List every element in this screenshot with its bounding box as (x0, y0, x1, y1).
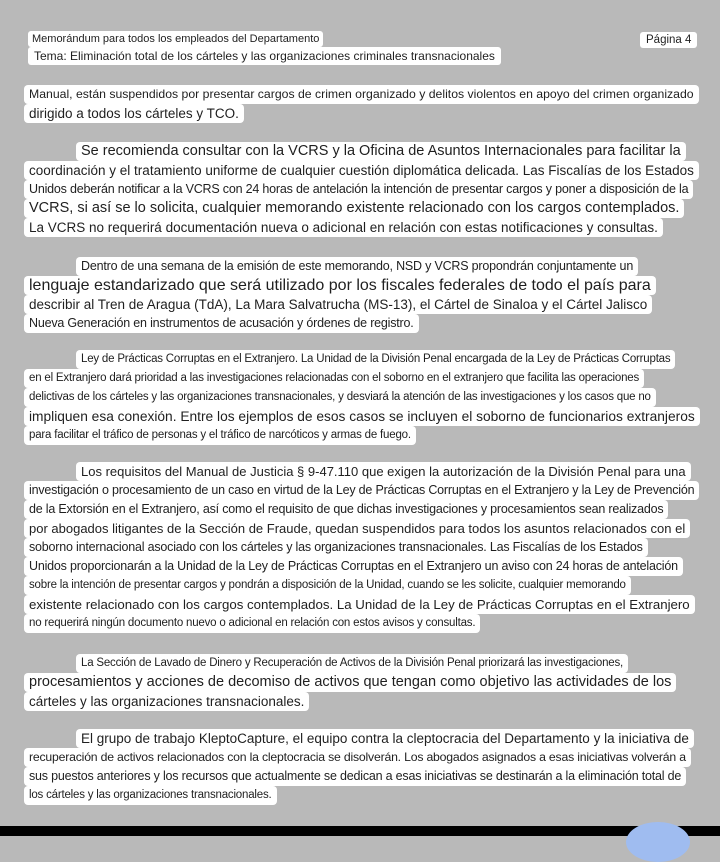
text-line: cárteles y las organizaciones transnacionales. (24, 692, 309, 711)
text-line: soborno internacional asociado con los cárteles y las organizaciones transnacionales. Las Fiscalías de los Estados (24, 538, 648, 557)
text-line: El grupo de trabajo KleptoCapture, el equipo contra la cleptocracia del Departamento y la iniciativa de (76, 729, 694, 748)
text-line: Nueva Generación en instrumentos de acusación y órdenes de registro. (24, 314, 419, 333)
text-line: existente relacionado con los cargos contemplados. La Unidad de la Ley de Prácticas Corruptas en el Extranjero (24, 595, 695, 614)
text-line: sus puestos anteriores y los recursos que actualmente se dedican a esas iniciativas se destinarán a la eliminación total de (24, 767, 686, 786)
text-line: de la Extorsión en el Extranjero, así como el requisito de que dichas investigaciones y procesamientos sean realizados (24, 500, 668, 519)
text-line: en el Extranjero dará prioridad a las investigaciones relacionadas con el soborno en el extranjero que facilita las operaciones (24, 369, 644, 388)
text-line: coordinación y el tratamiento uniforme de cualquier cuestión diplomática delicada. Las Fiscalías de los Estados (24, 161, 699, 180)
text-line: por abogados litigantes de la Sección de Fraude, quedan suspendidos para todos los asuntos relacionados con el (24, 519, 690, 538)
text-line: lenguaje estandarizado que será utilizado por los fiscales federales de todo el país para (24, 276, 656, 295)
text-line: dirigido a todos los cárteles y TCO. (24, 104, 244, 123)
text-line: los cárteles y las organizaciones transnacionales. (24, 786, 277, 805)
memo-subject-line: Tema: Eliminación total de los cárteles y las organizaciones criminales transnacionales (28, 47, 501, 65)
paragraph-3 (24, 257, 696, 333)
page-number: Página 4 (640, 32, 697, 48)
paragraph-4 (24, 350, 696, 445)
paragraph-2 (24, 142, 696, 237)
text-line: delictivas de los cárteles y las organizaciones transnacionales, y desviará la atención de las investigaciones y los casos que no (24, 388, 656, 407)
bottom-bar (0, 826, 720, 836)
text-line: recuperación de activos relacionados con la cleptocracia se disolverán. Los abogados asignados a esas iniciativas volverán a (24, 748, 691, 767)
text-line: sobre la intención de presentar cargos y pondrán a disposición de la Unidad, cuando se les solicite, cualquier memorando (24, 576, 631, 595)
text-line: Manual, están suspendidos por presentar cargos de crimen organizado y delitos violentos en apoyo del crimen organizado (24, 85, 699, 104)
floating-action-button[interactable] (626, 822, 690, 862)
text-line: La VCRS no requerirá documentación nueva o adicional en relación con estas notificaciones y consultas. (24, 218, 663, 237)
paragraph-6 (24, 654, 696, 711)
text-line: Los requisitos del Manual de Justicia § 9-47.110 que exigen la autorización de la División Penal para una (76, 462, 691, 481)
text-line: Ley de Prácticas Corruptas en el Extranjero. La Unidad de la División Penal encargada de la Ley de Prácticas Corruptas (76, 350, 675, 369)
text-line: impliquen esa conexión. Entre los ejemplos de esos casos se incluyen el soborno de funcionarios extranjeros (24, 407, 700, 426)
memo-header-line: Memorándum para todos los empleados del Departamento (28, 31, 323, 47)
text-line: procesamientos y acciones de decomiso de activos que tengan como objetivo las actividades de los (24, 673, 676, 692)
text-line: investigación o procesamiento de un caso en virtud de la Ley de Prácticas Corruptas en el Extranjero y la Ley de Prevención (24, 481, 699, 500)
text-line: Dentro de una semana de la emisión de este memorando, NSD y VCRS propondrán conjuntamente un (76, 257, 638, 276)
text-line: describir al Tren de Aragua (TdA), La Mara Salvatrucha (MS-13), el Cártel de Sinaloa y el Cártel Jalisco (24, 295, 652, 314)
text-line: no requerirá ningún documento nuevo o adicional en relación con estos avisos y consultas. (24, 614, 480, 633)
text-line: para facilitar el tráfico de personas y el tráfico de narcóticos y armas de fuego. (24, 426, 416, 445)
paragraph-7 (24, 729, 696, 805)
text-line: La Sección de Lavado de Dinero y Recuperación de Activos de la División Penal priorizará las investigaciones, (76, 654, 628, 673)
paragraph-1 (24, 85, 696, 123)
text-line: Unidos proporcionarán a la Unidad de la Ley de Prácticas Corruptas en el Extranjero un aviso con 24 horas de antelación (24, 557, 683, 576)
text-line: VCRS, si así se lo solicita, cualquier memorando existente relacionado con los cargos contemplados. (24, 199, 684, 218)
paragraph-5 (24, 462, 696, 633)
text-line: Se recomienda consultar con la VCRS y la Oficina de Asuntos Internacionales para facilitar la (76, 142, 686, 161)
text-line: Unidos deberán notificar a la VCRS con 24 horas de antelación la intención de presentar cargos y poner a disposición de la (24, 180, 693, 199)
